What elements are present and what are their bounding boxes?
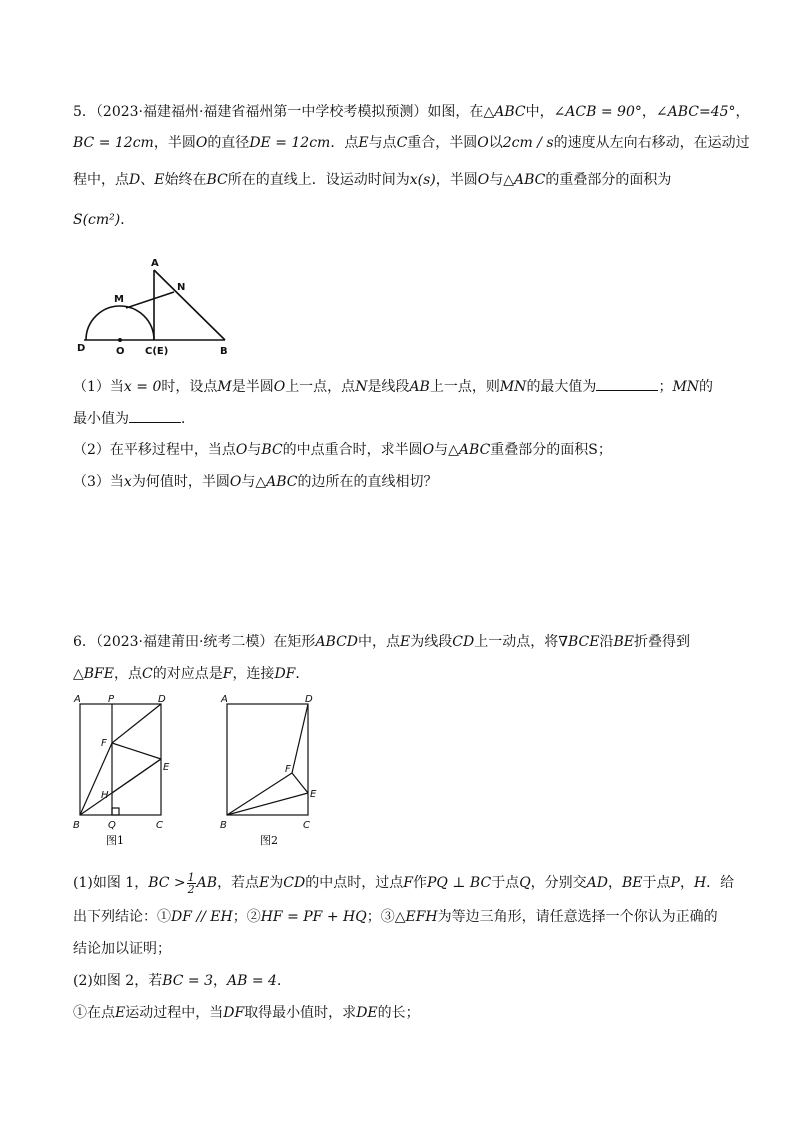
math: BE <box>613 634 634 650</box>
math: S <box>588 442 598 458</box>
math: O <box>273 379 286 395</box>
text: ①在点 <box>73 1005 115 1021</box>
label-C: C <box>303 820 310 831</box>
text: 的中点重合时，求半圆 <box>282 442 423 458</box>
text: 所在的直线上．设运动时间为 <box>227 172 410 188</box>
math: C <box>396 135 408 151</box>
rect-ABCD <box>80 704 161 815</box>
math: △ABC <box>503 172 546 188</box>
label-B: B <box>73 820 80 831</box>
math: AD <box>586 875 609 891</box>
label-E: E <box>310 789 317 800</box>
math: 2cm / s <box>502 135 554 151</box>
math: ABCD <box>315 634 359 650</box>
text: 上一动点，将 <box>474 634 559 650</box>
math: E <box>115 1005 126 1021</box>
text: 与 <box>247 442 262 458</box>
label-C: C <box>156 820 163 831</box>
math: AB <box>409 379 430 395</box>
text: 与点 <box>368 135 397 151</box>
text: 结论加以证明； <box>73 941 171 957</box>
p6-part1-line3 <box>73 939 171 959</box>
line-FD <box>292 704 308 773</box>
label-A: A <box>74 694 81 705</box>
text: 为何值时，半圆 <box>131 474 230 490</box>
text: 程中，点 <box>73 172 129 188</box>
text: 的 <box>699 379 714 395</box>
label-B: B <box>220 346 228 357</box>
text: ． <box>295 666 310 682</box>
math: ∠ABC=45° <box>655 104 736 120</box>
text: 时，设点 <box>161 379 218 395</box>
text: 6．（2023·福建莆田·统考二模）在矩形 <box>73 634 316 650</box>
text: 以 <box>488 135 503 151</box>
math: D <box>129 172 141 188</box>
text: ，若点 <box>217 875 260 891</box>
text: 是半圆 <box>231 379 274 395</box>
text: 作 <box>412 875 427 891</box>
p6-figure-1 <box>68 692 178 852</box>
math: Q <box>519 875 531 891</box>
label-F: F <box>101 738 107 749</box>
label-M: M <box>114 294 124 305</box>
line-FE <box>112 743 161 759</box>
text: 始终在 <box>164 172 207 188</box>
text: 取得最小值时，求 <box>244 1005 357 1021</box>
p5-line-4 <box>73 210 134 230</box>
answer-blank-max[interactable] <box>596 376 658 391</box>
math: E <box>154 172 165 188</box>
text: 折叠得到 <box>634 634 690 650</box>
text: 与 <box>489 172 504 188</box>
math: BC > <box>148 875 186 891</box>
p6-part1-line2 <box>73 907 718 927</box>
text: ；③ <box>366 909 395 925</box>
math: △ABC <box>483 104 526 120</box>
p6-part2 <box>73 971 291 991</box>
text: ，半圆 <box>153 135 196 151</box>
text: 上一点，点 <box>285 379 356 395</box>
text: ， <box>679 875 694 891</box>
text: 重叠部分的面积 <box>490 442 589 458</box>
fig2-caption: 图2 <box>260 834 278 847</box>
fraction-one-half <box>187 872 196 895</box>
text: ； <box>597 442 612 458</box>
text: 与 <box>434 442 449 458</box>
line-AB <box>154 270 225 340</box>
math: MN <box>672 379 700 395</box>
text: 运动过程中，当 <box>125 1005 224 1021</box>
text: 上一点，则 <box>429 379 500 395</box>
text: 中，点 <box>358 634 401 650</box>
label-A: A <box>221 694 228 705</box>
text: ，分别交 <box>530 875 587 891</box>
p5-line-1 <box>73 102 750 122</box>
math: DE <box>356 1005 378 1021</box>
p6-line-1 <box>73 632 690 652</box>
math: △BFE <box>73 666 114 682</box>
math: H <box>693 875 707 891</box>
text: 重合，半圆 <box>407 135 478 151</box>
frac-num: 1 <box>187 870 195 884</box>
math: x <box>123 474 132 490</box>
math: O <box>477 135 489 151</box>
text: ． <box>181 411 195 427</box>
label-N: N <box>177 282 186 293</box>
semicircle-O <box>86 306 154 340</box>
math: ∠ACB = 90° <box>553 104 642 120</box>
line-MN <box>126 292 174 308</box>
text: (1)如图 1， <box>73 875 149 891</box>
text: ， <box>641 104 656 120</box>
line-FD <box>112 704 161 743</box>
p6-part2-sub1 <box>73 1003 420 1023</box>
text: ，连接 <box>232 666 275 682</box>
math: N <box>355 379 368 395</box>
math: P <box>670 875 680 891</box>
math: S(cm²) <box>73 212 121 228</box>
math: CD <box>283 875 306 891</box>
math: ∇BCE <box>558 634 600 650</box>
math: BC = 12cm <box>73 135 154 151</box>
text: ， <box>735 104 750 120</box>
math: F <box>403 875 413 891</box>
p5-line-2 <box>73 133 750 153</box>
text: 为等边三角形，请任意选择一个你认为正确的 <box>437 909 718 925</box>
text: (2)如图 2，若 <box>73 973 163 989</box>
fig1-caption: 图1 <box>106 834 124 847</box>
math: △ABC <box>448 442 491 458</box>
text: 的重叠部分的面积为 <box>545 172 672 188</box>
math: x(s) <box>409 172 436 188</box>
math: BE <box>622 875 643 891</box>
text: 最小值为 <box>73 411 129 427</box>
label-Q: Q <box>108 820 116 831</box>
text: ， <box>213 973 228 989</box>
label-H: H <box>101 790 109 801</box>
text: ． <box>276 973 291 989</box>
label-D: D <box>77 343 86 354</box>
text: （2）在平移过程中，当点 <box>73 442 236 458</box>
text: ．点 <box>330 135 359 151</box>
math: △EFH <box>394 909 438 925</box>
point-O <box>118 338 122 342</box>
label-E: E <box>163 762 170 773</box>
math: AB = 4 <box>227 973 277 989</box>
p6-figure-2 <box>215 692 335 852</box>
label-D: D <box>158 694 166 705</box>
line-FE <box>292 773 308 793</box>
label-O: O <box>116 346 125 357</box>
line-BF <box>227 773 292 815</box>
text: 沿 <box>599 634 614 650</box>
label-A: A <box>151 258 159 269</box>
text: 的速度从左向右移动，在运动过 <box>553 135 750 151</box>
label-B: B <box>220 820 227 831</box>
math: AB <box>196 875 218 891</box>
p5-q1-line1 <box>73 376 713 397</box>
label-F: F <box>285 764 291 775</box>
math: M <box>217 379 232 395</box>
math: DF // EH <box>171 909 233 925</box>
math: O <box>235 442 248 458</box>
math: F <box>222 666 233 682</box>
math: DF <box>223 1005 245 1021</box>
rect-ABCD <box>227 704 308 815</box>
text: ，半圆 <box>435 172 478 188</box>
text: 、 <box>140 172 155 188</box>
text: 的中点时，过点 <box>305 875 404 891</box>
p5-source: 5．（2023·福建福州·福建省福州第一中学校考模拟预测）如图，在 <box>73 104 484 120</box>
math: E <box>358 135 369 151</box>
math: BC <box>261 442 283 458</box>
text: ，点 <box>114 666 142 682</box>
math: x = 0 <box>123 379 162 395</box>
math: O <box>195 135 208 151</box>
answer-blank-min[interactable] <box>129 408 181 423</box>
text: ．给 <box>706 875 735 891</box>
math: E <box>259 875 270 891</box>
math: C <box>142 666 153 682</box>
p5-figure <box>70 250 240 360</box>
math: MN <box>499 379 527 395</box>
text: ； <box>658 379 673 395</box>
text: （3）当 <box>73 474 124 490</box>
math: BC <box>206 172 228 188</box>
p6-line-2 <box>73 664 309 684</box>
text: ， <box>608 875 623 891</box>
label-P: P <box>108 694 115 705</box>
text: 的长； <box>377 1005 420 1021</box>
math: O <box>422 442 435 458</box>
label-D: D <box>305 694 313 705</box>
math: CD <box>452 634 475 650</box>
text: 于点 <box>642 875 671 891</box>
p6-part1-line1 <box>73 871 734 895</box>
right-angle-mark <box>112 808 119 815</box>
text: 出下列结论：① <box>73 909 171 925</box>
math: DF <box>274 666 296 682</box>
p5-q2 <box>73 440 612 460</box>
text: 中， <box>525 104 554 120</box>
math: PQ ⊥ BC <box>426 875 492 891</box>
text: 于点 <box>491 875 520 891</box>
math: HF = PF + HQ <box>260 909 367 925</box>
label-CE: C(E) <box>145 346 169 357</box>
math: E <box>400 634 411 650</box>
math: DE = 12cm <box>249 135 331 151</box>
text: 与 <box>241 474 256 490</box>
text: 的最大值为 <box>526 379 597 395</box>
text: 的对应点是 <box>152 666 223 682</box>
math: BC = 3 <box>162 973 214 989</box>
p5-q3 <box>73 472 437 492</box>
line-BE <box>227 793 308 815</box>
text: 是线段 <box>367 379 410 395</box>
math: △ABC <box>255 474 298 490</box>
text: （1）当 <box>73 379 124 395</box>
text: 为 <box>269 875 284 891</box>
p5-line-3 <box>73 170 671 190</box>
math: O <box>229 474 242 490</box>
text: ；② <box>232 909 261 925</box>
line-HE <box>112 759 161 793</box>
p5-q1-line2 <box>73 408 195 429</box>
frac-den: 2 <box>187 882 195 896</box>
text: 为线段 <box>410 634 453 650</box>
text: 的直径 <box>207 135 250 151</box>
text: 的边所在的直线相切？ <box>297 474 438 490</box>
math: O <box>477 172 490 188</box>
text: ． <box>120 212 135 228</box>
